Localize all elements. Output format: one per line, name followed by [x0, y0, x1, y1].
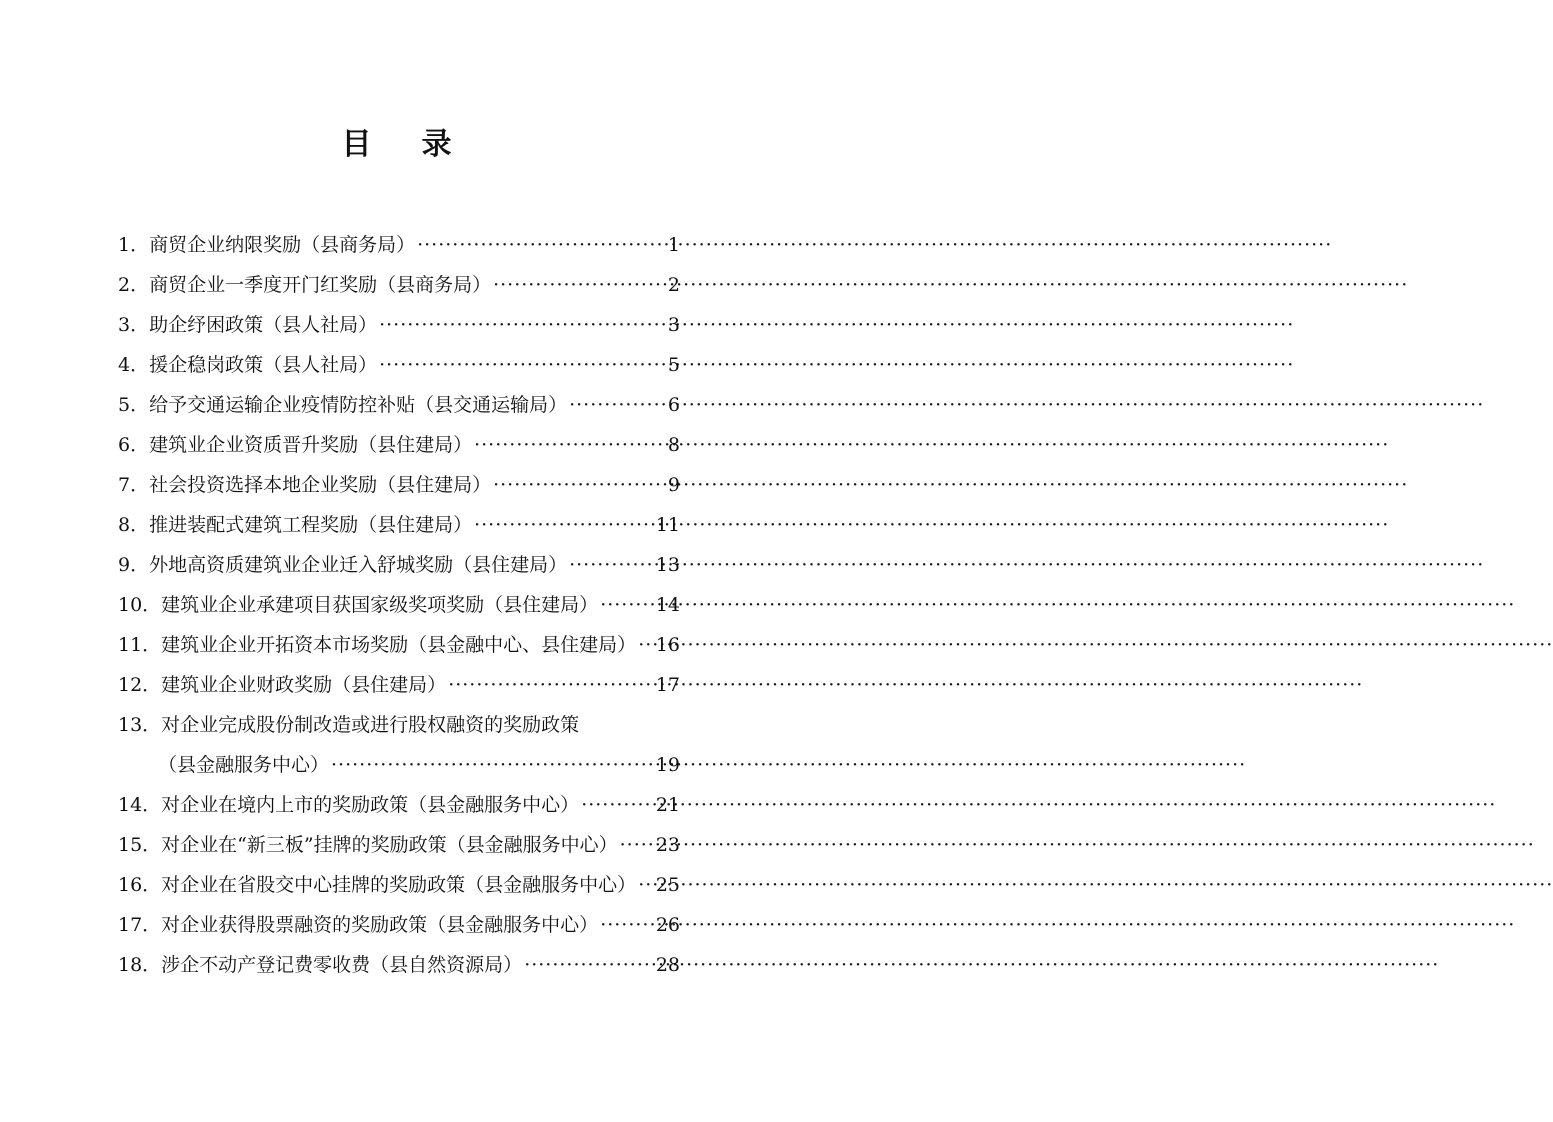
toc-entry-17[interactable] [118, 905, 680, 945]
toc-page-number: 14 [655, 594, 680, 616]
dot-leader [600, 585, 654, 625]
dot-leader [379, 345, 666, 385]
dot-leader [581, 785, 654, 825]
dot-leader [448, 665, 654, 705]
toc-page-number: 2 [667, 274, 680, 296]
toc-entry-text: 13．对企业完成股份制改造或进行股权融资的奖励政策 [118, 714, 580, 736]
toc-page-number: 3 [667, 314, 680, 336]
toc-entry-12[interactable] [118, 665, 680, 705]
dot-leader [493, 465, 666, 505]
toc-entry-11[interactable] [118, 625, 680, 665]
toc-entry-text: 14．对企业在境内上市的奖励政策（县金融服务中心） [118, 794, 580, 816]
dot-leader [569, 545, 654, 585]
toc-page-number: 28 [655, 954, 680, 976]
toc-entry-text: 10．建筑业企业承建项目获国家级奖项奖励（县住建局） [118, 594, 599, 616]
table-of-contents [118, 225, 680, 985]
toc-entry-text: 7．社会投资选择本地企业奖励（县住建局） [118, 474, 492, 496]
toc-entry-text: 9．外地高资质建筑业企业迁入舒城奖励（县住建局） [118, 554, 568, 576]
title-char-1: 目 [341, 127, 372, 162]
dot-leader [474, 505, 654, 545]
toc-page-number: 23 [655, 834, 680, 856]
dot-leader [638, 625, 654, 665]
dot-leader [493, 265, 666, 305]
toc-page-number: 8 [667, 434, 680, 456]
toc-entry-14[interactable] [118, 785, 680, 825]
dot-leader [638, 865, 654, 905]
toc-page-number: 5 [667, 354, 680, 376]
toc-entry-text: 3．助企纾困政策（县人社局） [118, 314, 378, 336]
toc-page-number: 6 [667, 394, 680, 416]
toc-entry-7[interactable] [118, 465, 680, 505]
toc-page-number: 25 [655, 874, 680, 896]
dot-leader [600, 905, 654, 945]
toc-page-number: 16 [655, 634, 680, 656]
dot-leader [620, 825, 654, 865]
toc-page-number: 13 [655, 554, 680, 576]
toc-entry-4[interactable] [118, 345, 680, 385]
toc-entry-8[interactable] [118, 505, 680, 545]
toc-entry-text: 2．商贸企业一季度开门红奖励（县商务局） [118, 274, 492, 296]
toc-page-number: 17 [655, 674, 680, 696]
toc-page-number: 9 [667, 474, 680, 496]
toc-entry-text: 8．推进装配式建筑工程奖励（县住建局） [118, 514, 473, 536]
dot-leader [524, 945, 654, 985]
title-char-2: 录 [421, 127, 452, 162]
toc-entry-10[interactable] [118, 585, 680, 625]
toc-entry-13[interactable] [118, 705, 680, 745]
dot-leader [331, 745, 654, 785]
toc-entry-text: 11．建筑业企业开拓资本市场奖励（县金融中心、县住建局） [118, 634, 637, 656]
toc-entry-13-continued[interactable] [118, 745, 680, 785]
toc-entry-2[interactable] [118, 265, 680, 305]
toc-entry-1[interactable] [118, 225, 680, 265]
toc-page-number: 11 [655, 514, 680, 536]
toc-entry-18[interactable] [118, 945, 680, 985]
toc-entry-text: 12．建筑业企业财政奖励（县住建局） [118, 674, 447, 696]
dot-leader [417, 225, 666, 265]
toc-entry-3[interactable] [118, 305, 680, 345]
toc-entry-text: 17．对企业获得股票融资的奖励政策（县金融服务中心） [118, 914, 599, 936]
toc-entry-text: 5．给予交通运输企业疫情防控补贴（县交通运输局） [118, 394, 568, 416]
toc-page-number: 21 [655, 794, 680, 816]
toc-entry-text: 4．援企稳岗政策（县人社局） [118, 354, 378, 376]
toc-entry-text-continued: （县金融服务中心） [158, 754, 330, 776]
toc-entry-text: 18．涉企不动产登记费零收费（县自然资源局） [118, 954, 523, 976]
dot-leader [569, 385, 666, 425]
toc-page-number: 19 [655, 754, 680, 776]
toc-entry-9[interactable] [118, 545, 680, 585]
toc-page-number: 26 [655, 914, 680, 936]
toc-entry-15[interactable] [118, 825, 680, 865]
toc-entry-16[interactable] [118, 865, 680, 905]
toc-entry-text: 15．对企业在“新三板”挂牌的奖励政策（县金融服务中心） [118, 834, 618, 856]
toc-entry-text: 6．建筑业企业资质晋升奖励（县住建局） [118, 434, 473, 456]
dot-leader [474, 425, 666, 465]
dot-leader [379, 305, 666, 345]
toc-entry-5[interactable] [118, 385, 680, 425]
toc-page-number: 1 [667, 234, 680, 256]
toc-entry-text: 16．对企业在省股交中心挂牌的奖励政策（县金融服务中心） [118, 874, 637, 896]
page-title [0, 120, 793, 170]
toc-entry-text: 1．商贸企业纳限奖励（县商务局） [118, 234, 416, 256]
toc-entry-6[interactable] [118, 425, 680, 465]
